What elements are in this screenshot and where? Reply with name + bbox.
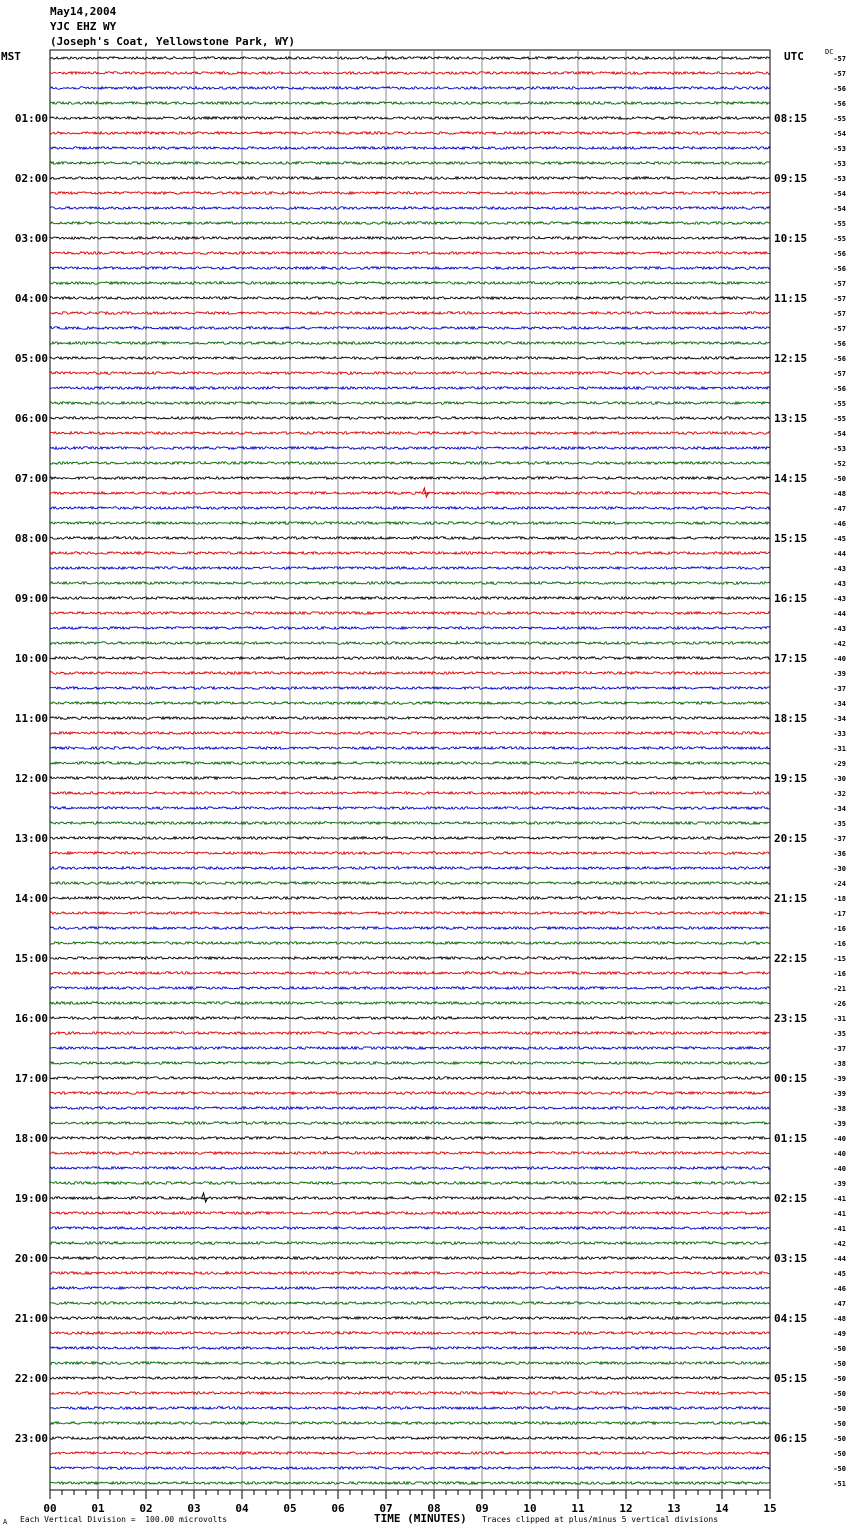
trace-line xyxy=(50,837,770,840)
trace-line xyxy=(50,222,770,225)
dc-offset-label: -50 xyxy=(833,1345,846,1353)
dc-offset-label: -35 xyxy=(833,1030,846,1038)
dc-offset-label: -56 xyxy=(833,355,846,363)
trace-line xyxy=(50,612,770,615)
dc-offset-label: -54 xyxy=(833,205,846,213)
trace-line xyxy=(50,207,770,210)
hour-label-utc: 08:15 xyxy=(774,112,808,125)
hour-label-mst: 11:00 xyxy=(14,712,48,725)
trace-line xyxy=(50,282,770,285)
hour-label-mst: 15:00 xyxy=(14,952,48,965)
dc-offset-label: -56 xyxy=(833,250,846,258)
trace-line xyxy=(50,1152,770,1155)
trace-line xyxy=(50,1437,770,1440)
trace-line xyxy=(50,1317,770,1320)
dc-offset-label: -50 xyxy=(833,1405,846,1413)
footer-division-note: Each Vertical Division = 100.00 microvolts xyxy=(20,1515,228,1524)
dc-offset-label: -35 xyxy=(833,820,846,828)
dc-offset-label: -37 xyxy=(833,685,846,693)
header-date: May14,2004 xyxy=(50,5,117,18)
dc-offset-label: -57 xyxy=(833,370,846,378)
trace-line xyxy=(50,162,770,165)
trace-line xyxy=(50,567,770,570)
dc-offset-label: -50 xyxy=(833,475,846,483)
hour-label-utc: 16:15 xyxy=(774,592,808,605)
dc-offset-label: -54 xyxy=(833,130,846,138)
hour-label-mst: 04:00 xyxy=(14,292,48,305)
hour-label-mst: 22:00 xyxy=(14,1372,48,1385)
trace-line xyxy=(50,897,770,900)
dc-offset-label: -50 xyxy=(833,1450,846,1458)
footer-mark: A xyxy=(3,1518,8,1526)
hour-label-utc: 05:15 xyxy=(774,1372,808,1385)
dc-offset-label: -50 xyxy=(833,1420,846,1428)
trace-line xyxy=(50,462,770,465)
trace-line xyxy=(50,717,770,720)
hour-label-utc: 22:15 xyxy=(774,952,808,965)
hour-label-mst: 12:00 xyxy=(14,772,48,785)
trace-line xyxy=(50,1047,770,1050)
trace-line xyxy=(50,1377,770,1380)
dc-offset-label: -34 xyxy=(833,700,846,708)
trace-line xyxy=(50,762,770,765)
dc-offset-label: -50 xyxy=(833,1360,846,1368)
dc-offset-label: -50 xyxy=(833,1375,846,1383)
dc-offset-label: -40 xyxy=(833,655,846,663)
trace-line xyxy=(50,537,770,540)
trace-line xyxy=(50,102,770,105)
dc-offset-label: -50 xyxy=(833,1390,846,1398)
hour-label-utc: 20:15 xyxy=(774,832,808,845)
hour-label-mst: 07:00 xyxy=(14,472,48,485)
dc-offset-label: -18 xyxy=(833,895,846,903)
hour-label-mst: 20:00 xyxy=(14,1252,48,1265)
trace-line xyxy=(50,1002,770,1005)
footer-clip-note: Traces clipped at plus/minus 5 vertical divisions xyxy=(482,1515,719,1524)
dc-offset-label: -44 xyxy=(833,610,846,618)
trace-line xyxy=(50,312,770,315)
dc-offset-label: -36 xyxy=(833,850,846,858)
event-mark xyxy=(202,1193,208,1202)
dc-offset-label: -39 xyxy=(833,1180,846,1188)
dc-offset-label: -30 xyxy=(833,865,846,873)
trace-line xyxy=(50,1212,770,1215)
dc-offset-label: -49 xyxy=(833,1330,846,1338)
trace-line xyxy=(50,942,770,945)
dc-offset-label: -55 xyxy=(833,220,846,228)
trace-line xyxy=(50,1242,770,1245)
dc-offset-label: -57 xyxy=(833,70,846,78)
hour-label-utc: 23:15 xyxy=(774,1012,808,1025)
trace-line xyxy=(50,477,770,480)
trace-line xyxy=(50,987,770,990)
dc-offset-label: -38 xyxy=(833,1105,846,1113)
hour-label-mst: 02:00 xyxy=(14,172,48,185)
dc-offset-label: -16 xyxy=(833,970,846,978)
trace-line xyxy=(50,882,770,885)
trace-line xyxy=(50,342,770,345)
trace-line xyxy=(50,552,770,555)
trace-line xyxy=(50,732,770,735)
dc-offset-label: -37 xyxy=(833,835,846,843)
trace-line xyxy=(50,972,770,975)
x-tick-label: 10 xyxy=(523,1502,537,1515)
dc-offset-label: -17 xyxy=(833,910,846,918)
dc-offset-label: -56 xyxy=(833,85,846,93)
dc-offset-label: -42 xyxy=(833,640,846,648)
trace-line xyxy=(50,792,770,795)
dc-offset-label: -47 xyxy=(833,1300,846,1308)
trace-line xyxy=(50,237,770,240)
trace-line xyxy=(50,702,770,705)
dc-offset-label: -30 xyxy=(833,775,846,783)
trace-line xyxy=(50,1407,770,1410)
dc-offset-label: -56 xyxy=(833,100,846,108)
trace-line xyxy=(50,147,770,150)
trace-line xyxy=(50,132,770,135)
trace-line xyxy=(50,252,770,255)
trace-line xyxy=(50,657,770,660)
dc-offset-label: -38 xyxy=(833,1060,846,1068)
dc-offset-label: -33 xyxy=(833,730,846,738)
dc-offset-label: -40 xyxy=(833,1165,846,1173)
trace-line xyxy=(50,492,770,495)
right-timezone-label: UTC xyxy=(784,50,804,63)
trace-line xyxy=(50,1197,770,1200)
hour-label-utc: 11:15 xyxy=(774,292,808,305)
dc-offset-label: -46 xyxy=(833,520,846,528)
x-tick-label: 07 xyxy=(379,1502,393,1515)
dc-offset-label: -39 xyxy=(833,1090,846,1098)
trace-line xyxy=(50,1032,770,1035)
dc-label: DC xyxy=(825,48,834,56)
dc-offset-label: -21 xyxy=(833,985,846,993)
dc-offset-label: -55 xyxy=(833,115,846,123)
hour-label-mst: 14:00 xyxy=(14,892,48,905)
dc-offset-label: -43 xyxy=(833,565,846,573)
dc-offset-label: -55 xyxy=(833,400,846,408)
header-station: YJC EHZ WY xyxy=(50,20,117,33)
dc-offset-label: -50 xyxy=(833,1465,846,1473)
dc-offset-label: -15 xyxy=(833,955,846,963)
trace-line xyxy=(50,1272,770,1275)
hour-label-utc: 00:15 xyxy=(774,1072,808,1085)
trace-line xyxy=(50,867,770,870)
trace-line xyxy=(50,1257,770,1260)
trace-line xyxy=(50,1482,770,1485)
trace-line xyxy=(50,1347,770,1350)
dc-offset-label: -41 xyxy=(833,1210,846,1218)
dc-offset-label: -40 xyxy=(833,1135,846,1143)
trace-line xyxy=(50,807,770,810)
trace-line xyxy=(50,267,770,270)
trace-line xyxy=(50,357,770,360)
dc-offset-label: -26 xyxy=(833,1000,846,1008)
trace-line xyxy=(50,57,770,60)
dc-offset-label: -34 xyxy=(833,715,846,723)
x-tick-label: 09 xyxy=(475,1502,489,1515)
hour-label-utc: 01:15 xyxy=(774,1132,808,1145)
trace-line xyxy=(50,1362,770,1365)
trace-line xyxy=(50,1332,770,1335)
hour-label-mst: 17:00 xyxy=(14,1072,48,1085)
trace-line xyxy=(50,1392,770,1395)
dc-offset-label: -29 xyxy=(833,760,846,768)
dc-offset-label: -31 xyxy=(833,745,846,753)
dc-offset-label: -43 xyxy=(833,580,846,588)
trace-line xyxy=(50,72,770,75)
dc-offset-label: -51 xyxy=(833,1480,846,1488)
dc-offset-label: -56 xyxy=(833,385,846,393)
trace-line xyxy=(50,402,770,405)
dc-offset-label: -45 xyxy=(833,1270,846,1278)
dc-offset-label: -32 xyxy=(833,790,846,798)
hour-label-mst: 19:00 xyxy=(14,1192,48,1205)
trace-line xyxy=(50,177,770,180)
trace-line xyxy=(50,87,770,90)
hour-label-mst: 03:00 xyxy=(14,232,48,245)
dc-offset-label: -55 xyxy=(833,415,846,423)
x-tick-label: 05 xyxy=(283,1502,297,1515)
dc-offset-label: -53 xyxy=(833,445,846,453)
hour-label-mst: 01:00 xyxy=(14,112,48,125)
trace-line xyxy=(50,1422,770,1425)
trace-line xyxy=(50,387,770,390)
dc-offset-label: -41 xyxy=(833,1195,846,1203)
trace-line xyxy=(50,117,770,120)
dc-offset-label: -57 xyxy=(833,55,846,63)
trace-line xyxy=(50,522,770,525)
trace-line xyxy=(50,417,770,420)
x-tick-label: 12 xyxy=(619,1502,633,1515)
hour-label-utc: 21:15 xyxy=(774,892,808,905)
trace-line xyxy=(50,582,770,585)
dc-offset-label: -55 xyxy=(833,235,846,243)
hour-label-utc: 04:15 xyxy=(774,1312,808,1325)
dc-offset-label: -16 xyxy=(833,940,846,948)
trace-line xyxy=(50,597,770,600)
dc-offset-label: -57 xyxy=(833,310,846,318)
hour-label-mst: 09:00 xyxy=(14,592,48,605)
dc-offset-label: -54 xyxy=(833,430,846,438)
hour-label-utc: 18:15 xyxy=(774,712,808,725)
dc-offset-label: -57 xyxy=(833,295,846,303)
hour-label-mst: 23:00 xyxy=(14,1432,48,1445)
trace-line xyxy=(50,747,770,750)
hour-label-utc: 02:15 xyxy=(774,1192,808,1205)
dc-offset-label: -45 xyxy=(833,535,846,543)
trace-line xyxy=(50,432,770,435)
x-tick-label: 06 xyxy=(331,1502,345,1515)
dc-offset-label: -42 xyxy=(833,1240,846,1248)
hour-label-mst: 18:00 xyxy=(14,1132,48,1145)
hour-label-mst: 16:00 xyxy=(14,1012,48,1025)
trace-line xyxy=(50,1137,770,1140)
trace-line xyxy=(50,1077,770,1080)
trace-line xyxy=(50,372,770,375)
trace-line xyxy=(50,852,770,855)
trace-line xyxy=(50,1167,770,1170)
trace-line xyxy=(50,1452,770,1455)
trace-line xyxy=(50,927,770,930)
trace-line xyxy=(50,1062,770,1065)
dc-offset-label: -43 xyxy=(833,595,846,603)
trace-line xyxy=(50,822,770,825)
hour-label-mst: 05:00 xyxy=(14,352,48,365)
x-tick-label: 08 xyxy=(427,1502,441,1515)
dc-offset-label: -16 xyxy=(833,925,846,933)
x-tick-label: 04 xyxy=(235,1502,249,1515)
dc-offset-label: -53 xyxy=(833,175,846,183)
trace-line xyxy=(50,507,770,510)
dc-offset-label: -53 xyxy=(833,145,846,153)
trace-line xyxy=(50,1017,770,1020)
hour-label-utc: 03:15 xyxy=(774,1252,808,1265)
hour-label-mst: 10:00 xyxy=(14,652,48,665)
dc-offset-label: -47 xyxy=(833,505,846,513)
trace-line xyxy=(50,1092,770,1095)
dc-offset-label: -48 xyxy=(833,1315,846,1323)
hour-label-utc: 17:15 xyxy=(774,652,808,665)
trace-line xyxy=(50,912,770,915)
dc-offset-label: -43 xyxy=(833,625,846,633)
dc-offset-label: -39 xyxy=(833,670,846,678)
dc-offset-label: -53 xyxy=(833,160,846,168)
dc-offset-label: -39 xyxy=(833,1075,846,1083)
dc-offset-label: -44 xyxy=(833,550,846,558)
dc-offset-label: -50 xyxy=(833,1435,846,1443)
x-tick-label: 02 xyxy=(139,1502,153,1515)
dc-offset-label: -52 xyxy=(833,460,846,468)
left-timezone-label: MST xyxy=(1,50,21,63)
x-axis-title: TIME (MINUTES) xyxy=(374,1512,467,1525)
trace-line xyxy=(50,672,770,675)
trace-line xyxy=(50,327,770,330)
dc-offset-label: -41 xyxy=(833,1225,846,1233)
hour-label-utc: 09:15 xyxy=(774,172,808,185)
trace-line xyxy=(50,1467,770,1470)
hour-label-utc: 15:15 xyxy=(774,532,808,545)
trace-line xyxy=(50,642,770,645)
hour-label-utc: 13:15 xyxy=(774,412,808,425)
x-tick-label: 11 xyxy=(571,1502,585,1515)
hour-label-mst: 21:00 xyxy=(14,1312,48,1325)
x-tick-label: 00 xyxy=(43,1502,57,1515)
trace-line xyxy=(50,297,770,300)
dc-offset-label: -39 xyxy=(833,1120,846,1128)
trace-line xyxy=(50,687,770,690)
trace-line xyxy=(50,192,770,195)
trace-line xyxy=(50,1287,770,1290)
trace-line xyxy=(50,1302,770,1305)
dc-offset-label: -40 xyxy=(833,1150,846,1158)
dc-offset-label: -56 xyxy=(833,265,846,273)
trace-line xyxy=(50,627,770,630)
x-tick-label: 13 xyxy=(667,1502,681,1515)
dc-offset-label: -56 xyxy=(833,340,846,348)
dc-offset-label: -31 xyxy=(833,1015,846,1023)
dc-offset-label: -48 xyxy=(833,490,846,498)
dc-offset-label: -54 xyxy=(833,190,846,198)
hour-label-mst: 06:00 xyxy=(14,412,48,425)
x-tick-label: 15 xyxy=(763,1502,777,1515)
header-location: (Joseph's Coat, Yellowstone Park, WY) xyxy=(50,35,296,48)
dc-offset-label: -57 xyxy=(833,280,846,288)
trace-line xyxy=(50,1107,770,1110)
x-tick-label: 01 xyxy=(91,1502,105,1515)
hour-label-mst: 13:00 xyxy=(14,832,48,845)
dc-offset-label: -46 xyxy=(833,1285,846,1293)
trace-line xyxy=(50,1227,770,1230)
hour-label-utc: 10:15 xyxy=(774,232,808,245)
trace-line xyxy=(50,1182,770,1185)
dc-offset-label: -44 xyxy=(833,1255,846,1263)
trace-line xyxy=(50,777,770,780)
x-tick-label: 03 xyxy=(187,1502,201,1515)
trace-line xyxy=(50,1122,770,1125)
dc-offset-label: -24 xyxy=(833,880,846,888)
hour-label-utc: 14:15 xyxy=(774,472,808,485)
hour-label-utc: 12:15 xyxy=(774,352,808,365)
hour-label-mst: 08:00 xyxy=(14,532,48,545)
hour-label-utc: 19:15 xyxy=(774,772,808,785)
dc-offset-label: -37 xyxy=(833,1045,846,1053)
hour-label-utc: 06:15 xyxy=(774,1432,808,1445)
dc-offset-label: -57 xyxy=(833,325,846,333)
x-tick-label: 14 xyxy=(715,1502,729,1515)
trace-line xyxy=(50,957,770,960)
dc-offset-label: -34 xyxy=(833,805,846,813)
trace-line xyxy=(50,447,770,450)
